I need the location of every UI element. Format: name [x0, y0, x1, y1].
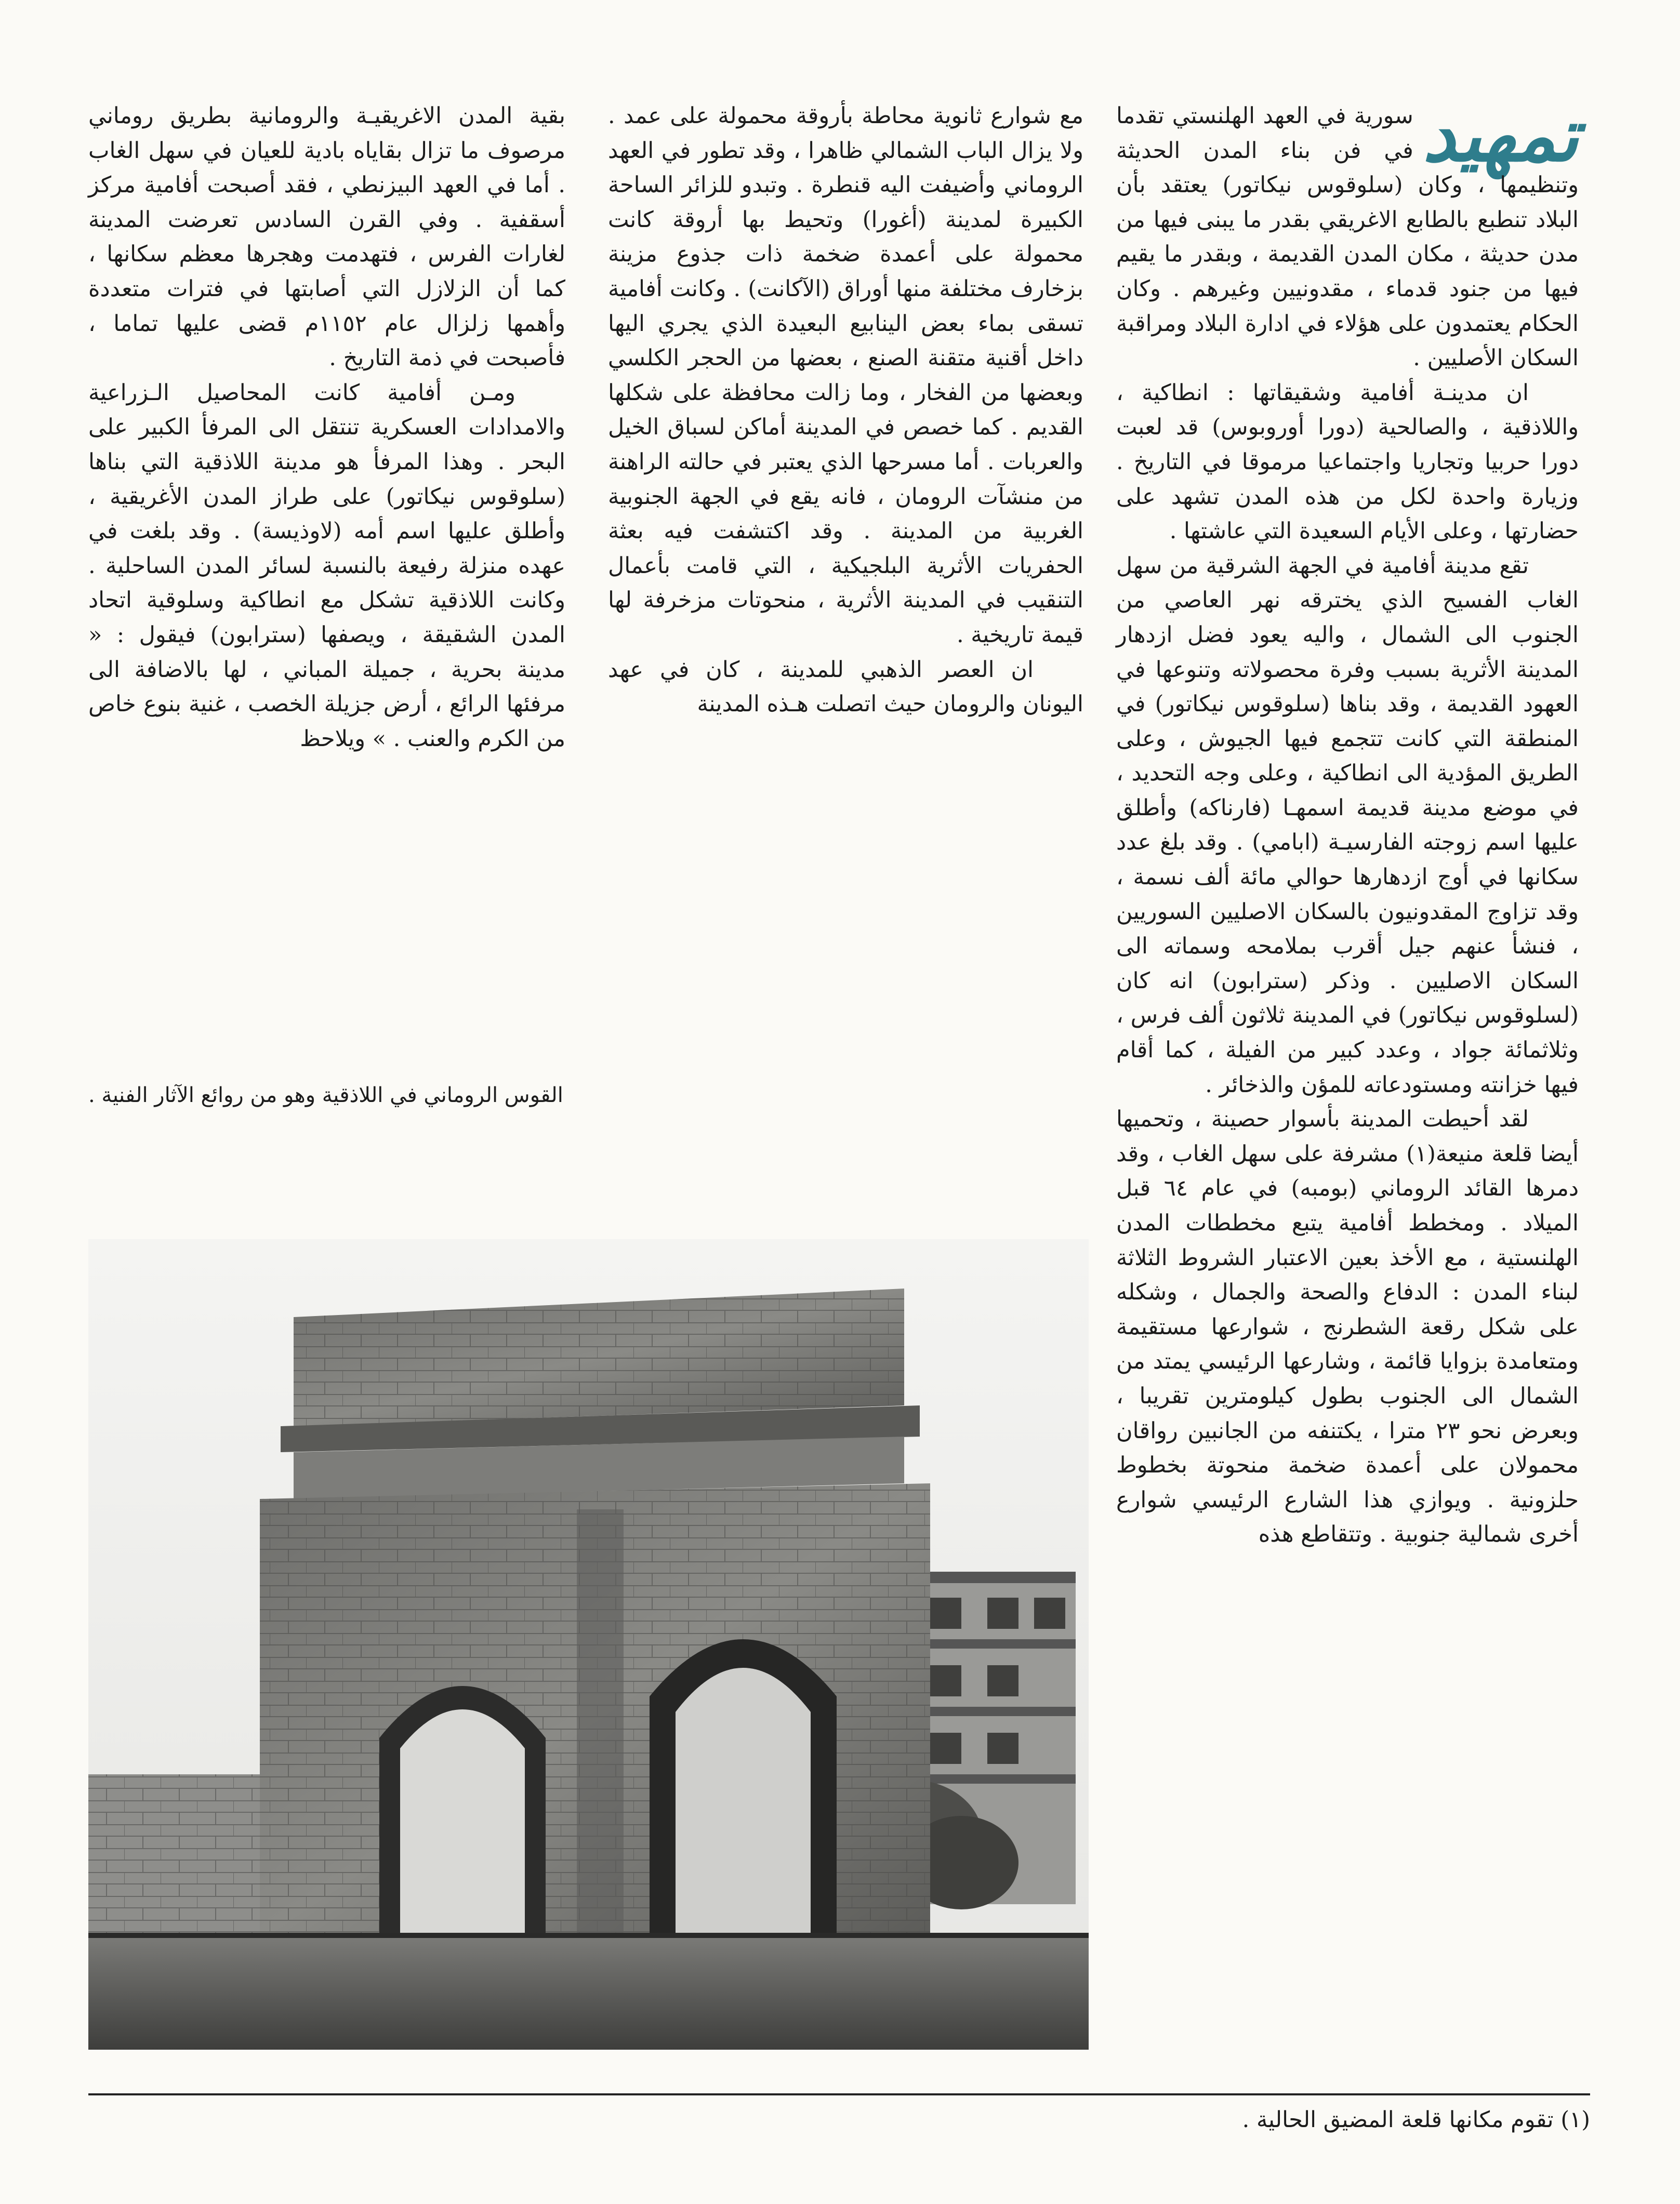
paragraph: ان العصر الذهبي للمدينة ، كان في عهد اليونان والرومان حيث اتصلت هـذه المدينة [608, 656, 1083, 718]
paragraph: سورية في العهد الهلنستي تقدما في فن بناء المدن الحديثة وتنظيمها ، وكان (سلوقوس نيكاتور) يعتقد بأن البلاد تنطبع بالطابع الاغريقي بقدر ما يبنى فيها من مدن حديثة ، مكان المدن القديمة ، وبقدر ما يقيم فيها من جنود قدماء ، مقدونيين وغيرهم . وكان الحكام يعتمدون على هؤلاء في ادارة البلاد ومراقبة السكان الأصليين . [1116, 103, 1579, 371]
paragraph: مع شوارع ثانوية محاطة بأروقة محمولة على عمد . ولا يزال الباب الشمالي ظاهرا ، وقد تطور في العهد الروماني وأضيفت اليه قنطرة . وتبدو للزائر الساحة الكبيرة لمدينة (أغورا) وتحيط بها أروقة كانت محمولة على أعمدة ضخمة ذات جذوع مزينة بزخارف مختلفة منها أوراق (الآكانت) . وكانت أفامية تسقى بماء بعض الينابيع البعيدة الذي يجري اليها داخل أقنية متقنة الصنع ، بعضها من الحجر الكلسي وبعضها من الفخار ، وما زالت محافظة على شكلها القديم . كما خصص في المدينة أماكن لسباق الخيل والعربات . أما مسرحها الذي يعتبر في حالته الراهنة من منشآت الرومان ، فانه يقع في الجهة الجنوبية الغربية من المدينة . وقد اكتشفت فيه بعثة الحفريات الأثرية البلجيكية ، التي قامت بأعمال التنقيب في المدينة الأثرية ، منحوتات مزخرفة لها قيمة تاريخية . [608, 103, 1083, 648]
roman-arch-photo [88, 1239, 1089, 2050]
text-column-middle [608, 99, 1083, 722]
footnote: (١) تقوم مكانها قلعة المضيق الحالية . [1242, 2107, 1590, 2133]
paragraph: لقد أحيطت المدينة بأسوار حصينة ، وتحميها أيضا قلعة منيعة(١) مشرفة على سهل الغاب ، وقد دمرها القائد الروماني (بومبه) في عام ٦٤ قبل الميلاد . ومخطط أفامية يتبع مخططات المدن الهلنستية ، مع الأخذ بعين الاعتبار الشروط الثلاثة لبناء المدن : الدفاع والصحة والجمال ، وشكله على شكل رقعة الشطرنج ، شوارعها مستقيمة ومتعامدة بزوايا قائمة ، وشارعها الرئيسي يمتد من الشمال الى الجنوب بطول كيلومترين تقريبا ، وبعرض نحو ٢٣ مترا ، يكتنفه من الجانبين رواقان محمولان على أعمدة ضخمة منحوتة بخطوط حلزونية . ويوازي هذا الشارع الرئيسي شوارع أخرى شمالية جنوبية . وتتقاطع هذه [1116, 1106, 1579, 1548]
paragraph: ومـن أفامية كانت المحاصيل الـزراعية والامدادات العسكرية تنتقل الى المرفأ الكبير على البحر . وهذا المرفأ هو مدينة اللاذقية التي بناها (سلوقوس نيكاتور) على طراز المدن الأغريقية ، وأطلق عليها اسم أمه (لاوذيسة) . وقد بلغت في عهده منزلة رفيعة بالنسبة لسائر المدن الساحلية . وكانت اللاذقية تشكل مع انطاكية وسلوقية اتحاد المدن الشقيقة ، ويصفها (سترابون) فيقول : « مدينة بحرية ، جميلة المباني ، لها بالاضافة الى مرفئها الرائع ، أرض جزيلة الخصب ، غنية بنوع خاص من الكرم والعنب . » ويلاحظ [88, 379, 565, 752]
footnote-divider [88, 2093, 1590, 2095]
paragraph: تقع مدينة أفامية في الجهة الشرقية من سهل الغاب الفسيح الذي يخترقه نهر العاصي من الجنوب الى الشمال ، واليه يعود فضل ازدهار المدينة الأثرية بسبب وفرة محصولاته وتنوعها في العهود القديمة ، وقد بناها (سلوقوس نيكاتور) في المنطقة التي كانت تتجمع فيها الجيوش ، وعلى الطريق المؤدية الى انطاكية ، وعلى وجه التحديد ، في موضع مدينة قديمة اسمهـا (فارناكه) وأطلق عليها اسم زوجته الفارسيـة (ابامي) . وقد بلغ عدد سكانها في أوج ازدهارها حوالي مائة ألف نسمة ، وقد تزاوج المقدونيون بالسكان الاصليين السوريين ، فنشأ عنهم جيل أقرب بملامحه وسماته الى السكان الاصليين . وذكر (سترابون) انه كان (لسلوقوس نيكاتور) في المدينة ثلاثون ألف فرس ، وثلاثمائة جواد ، وعدد كبير من الفيلة ، كما أقام فيها خزانته ومستودعاته للمؤن والذخائر . [1116, 552, 1579, 1098]
text-column-left [88, 99, 565, 756]
header-calligraphy: تمهيد [1422, 93, 1579, 178]
text-column-right [1116, 93, 1579, 1552]
paragraph: بقية المدن الاغريقيـة والرومانية بطريق روماني مرصوف ما تزال بقاياه بادية للعيان في سهل الغاب . أما في العهد البيزنطي ، فقد أصبحت أفامية مركز أسقفية . وفي القرن السادس تعرضت المدينة لغارات الفرس ، فتهدمت وهجرها معظم سكانها ، كما أن الزلازل التي أصابتها في فترات متعددة وأهمها زلزال عام ١١٥٢م قضى عليها تماما ، فأصبحت في ذمة التاريخ . [88, 103, 565, 371]
photo-caption: القوس الروماني في اللاذقية وهو من روائع الآثار الفنية . [88, 1083, 563, 1107]
paragraph: ان مدينـة أفامية وشقيقاتها : انطاكية ، واللاذقية ، والصالحية (دورا أوروبوس) قد لعبت دورا حربيا وتجاريا واجتماعيا مرموقا في التاريخ . وزيارة واحدة لكل من هذه المدن تشهد على حضارتها ، وعلى الأيام السعيدة التي عاشتها . [1116, 379, 1579, 545]
arch-structure [260, 1289, 930, 1935]
